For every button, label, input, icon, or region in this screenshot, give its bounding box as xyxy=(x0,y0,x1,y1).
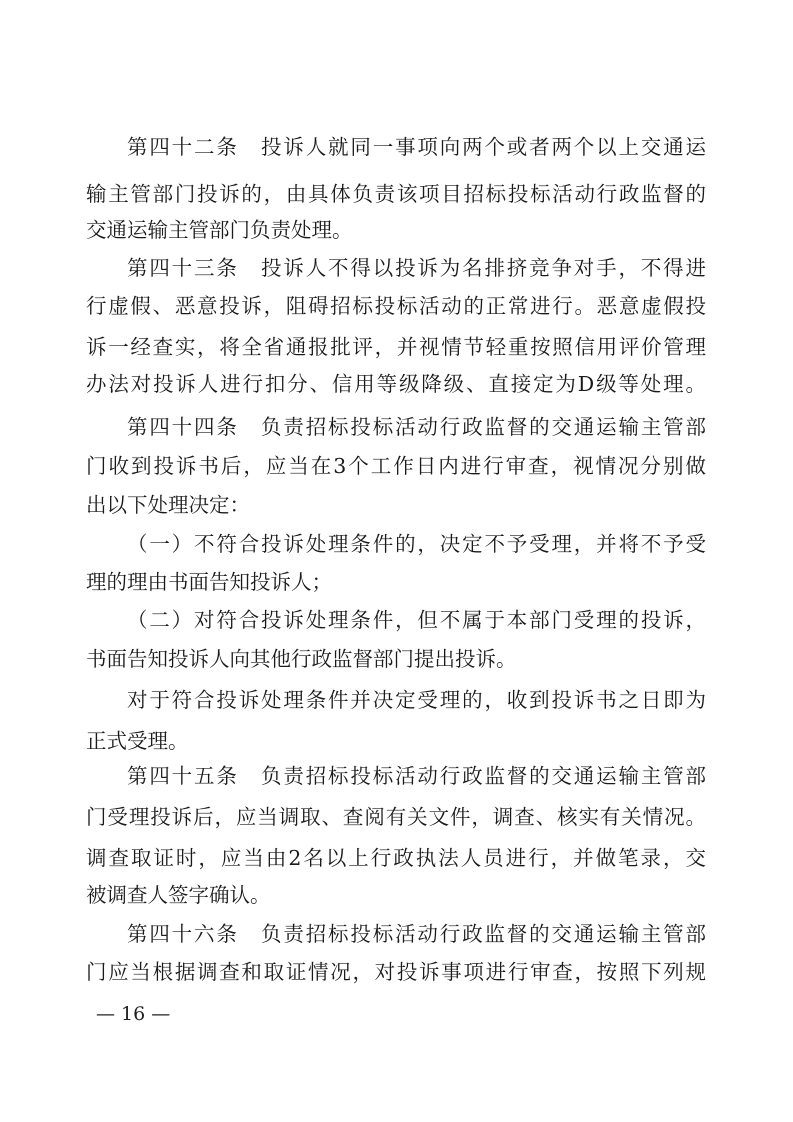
paragraph-line: 第四十六条 负责招标投标活动行政监督的交通运输主管部 xyxy=(127,922,706,946)
paragraph-line: 调查取证时，应当由2名以上行政执法人员进行，并做笔录，交 xyxy=(86,846,706,870)
paragraph-line: 门应当根据调查和取证情况，对投诉事项进行审查，按照下列规 xyxy=(86,960,706,984)
paragraph-line: 门收到投诉书后，应当在3个工作日内进行审查，视情况分别做 xyxy=(86,454,706,478)
paragraph-line: 第四十四条 负责招标投标活动行政监督的交通运输主管部 xyxy=(127,415,706,439)
paragraph-line: 第四十三条 投诉人不得以投诉为名排挤竞争对手，不得进 xyxy=(127,256,706,280)
paragraph-line: 理的理由书面告知投诉人； xyxy=(86,570,332,594)
paragraph-line: 被调查人签字确认。 xyxy=(86,883,271,907)
paragraph-line: （一）不符合投诉处理条件的，决定不予受理，并将不予受 xyxy=(127,532,706,556)
paragraph-line: 办法对投诉人进行扣分、信用等级降级、直接定为D级等处理。 xyxy=(86,372,706,396)
paragraph-line: 第四十二条 投诉人就同一事项向两个或者两个以上交通运 xyxy=(127,135,706,159)
paragraph-line: 门受理投诉后，应当调取、查阅有关文件，调查、核实有关情况。 xyxy=(86,805,706,829)
paragraph-line: 诉一经查实，将全省通报批评，并视情节轻重按照信用评价管理 xyxy=(86,335,706,359)
paragraph-line: 出以下处理决定： xyxy=(86,493,250,517)
paragraph-line: 正式受理。 xyxy=(86,729,189,753)
paragraph-line: 第四十五条 负责招标投标活动行政监督的交通运输主管部 xyxy=(127,764,706,788)
paragraph-line: （二）对符合投诉处理条件，但不属于本部门受理的投诉， xyxy=(127,608,706,632)
paragraph-line: 交通运输主管部门负责处理。 xyxy=(86,218,353,242)
paragraph-line: 对于符合投诉处理条件并决定受理的，收到投诉书之日即为 xyxy=(127,688,706,712)
page-number: — 16 — xyxy=(96,1003,171,1025)
paragraph-line: 书面告知投诉人向其他行政监督部门提出投诉。 xyxy=(86,647,517,671)
paragraph-line: 输主管部门投诉的，由具体负责该项目招标投标活动行政监督的 xyxy=(86,182,706,206)
paragraph-line: 行虚假、恶意投诉，阻碍招标投标活动的正常进行。恶意虚假投 xyxy=(86,294,706,318)
